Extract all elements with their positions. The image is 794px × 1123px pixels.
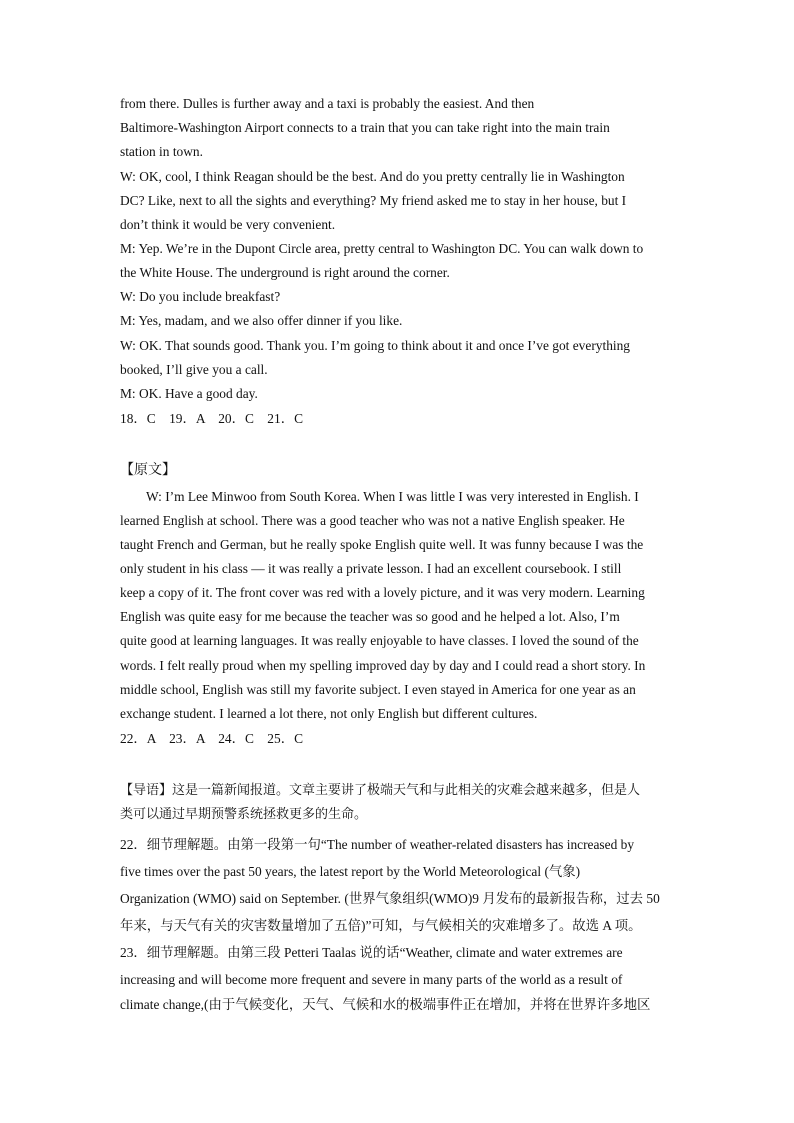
- intro-line: 类可以通过早期预警系统拯救更多的生命。: [120, 807, 368, 822]
- dialogue-line: W: Do you include breakfast?: [120, 289, 281, 304]
- passage-line: taught French and German, but he really spoke English quite well. It was funny because I was the: [120, 537, 644, 552]
- passage-line: exchange student. I learned a lot there, not only English but different cultures.: [120, 706, 538, 721]
- dialogue-line: DC? Like, next to all the sights and everything? My friend asked me to stay in her house, but I: [120, 193, 627, 208]
- explanation-line: increasing and will become more frequent and severe in many parts of the world as a result of: [120, 972, 623, 987]
- answer-key: 22．A 23．A 24．C 25．C: [120, 731, 304, 746]
- passage-line: keep a copy of it. The front cover was red with a lovely picture, and it was very modern. Learning: [120, 585, 645, 600]
- dialogue-line: booked, I’ll give you a call.: [120, 362, 268, 377]
- dialogue-line: M: Yes, madam, and we also offer dinner if you like.: [120, 313, 403, 328]
- explanation-line: 23．细节理解题。由第三段 Petteri Taalas 说的话“Weather, climate and water extremes are: [120, 945, 623, 960]
- dialogue-line: W: OK, cool, I think Reagan should be the best. And do you pretty centrally lie in Washington: [120, 169, 625, 184]
- passage-line: words. I felt really proud when my spelling improved day by day and I could read a short story. In: [120, 658, 646, 673]
- dialogue-line: W: OK. That sounds good. Thank you. I’m going to think about it and once I’ve got everything: [120, 338, 631, 353]
- dialogue-line: from there. Dulles is further away and a taxi is probably the easiest. And then: [120, 96, 535, 111]
- answer-key: 18．C 19．A 20．C 21．C: [120, 411, 304, 426]
- dialogue-line: Baltimore-Washington Airport connects to a train that you can take right into the main train: [120, 120, 610, 135]
- dialogue-line: M: OK. Have a good day.: [120, 386, 258, 401]
- passage-line: quite good at learning languages. It was really enjoyable to have classes. I loved the sound of the: [120, 633, 639, 648]
- dialogue-line: the White House. The underground is right around the corner.: [120, 265, 450, 280]
- intro-line: 【导语】这是一篇新闻报道。文章主要讲了极端天气和与此相关的灾难会越来越多，但是人: [120, 783, 641, 798]
- passage-line: English was quite easy for me because the teacher was so good and he helped a lot. Also, I’m: [120, 609, 620, 624]
- passage-line: middle school, English was still my favorite subject. I even stayed in America for one year as an: [120, 682, 636, 697]
- passage-line: W: I’m Lee Minwoo from South Korea. When I was little I was very interested in English. I: [146, 489, 639, 504]
- explanation-line: Organization (WMO) said on September. (世界气象组织(WMO)9 月发布的最新报告称，过去 50: [120, 891, 660, 906]
- passage-line: only student in his class — it was really a private lesson. I had an excellent coursebook. I still: [120, 561, 622, 576]
- dialogue-line: station in town.: [120, 144, 203, 159]
- explanation-line: climate change,(由于气候变化，天气、气候和水的极端事件正在增加，并将在世界许多地区: [120, 997, 651, 1012]
- section-heading: 【原文】: [120, 462, 176, 478]
- explanation-line: 年来，与天气有关的灾害数量增加了五倍)”可知，与气候相关的灾难增多了。故选 A 项。: [120, 918, 642, 933]
- passage-line: learned English at school. There was a good teacher who was not a native English speaker. He: [120, 513, 625, 528]
- explanation-line: 22．细节理解题。由第一段第一句“The number of weather-related disasters has increased by: [120, 837, 635, 852]
- dialogue-line: don’t think it would be very convenient.: [120, 217, 336, 232]
- dialogue-line: M: Yep. We’re in the Dupont Circle area, pretty central to Washington DC. You can walk down to: [120, 241, 644, 256]
- explanation-line: five times over the past 50 years, the latest report by the World Meteorological (气象): [120, 864, 581, 879]
